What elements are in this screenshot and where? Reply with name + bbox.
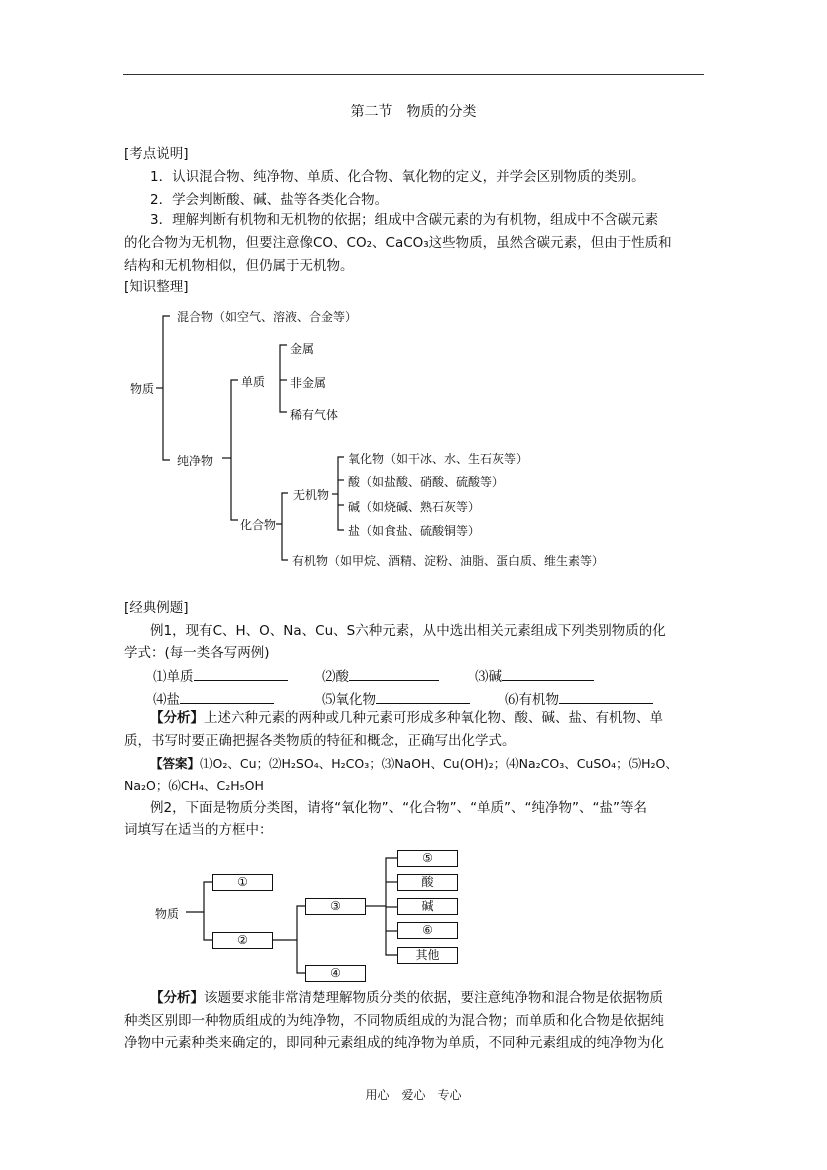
diagram-root: 物质 [155,907,180,921]
answer-line1: 【答案】⑴O₂、Cu；⑵H₂SO₄、H₂CO₃；⑶NaOH、Cu(OH)₂；⑷Na₂CO₃、CuSO₄；⑸H₂O、 [150,756,678,771]
blank-acid: ⑵酸 [322,665,439,685]
diagram-box-2: ② [212,932,273,949]
diagram-box-other: 其他 [397,947,458,964]
analysis1-line1: 【分析】上述六种元素的两种或几种元素可形成多种氧化物、酸、碱、盐、有机物、单 [150,710,663,726]
answer-line2: Na₂O；⑹CH₄、C₂H₅OH [124,778,264,793]
tree-salt: 盐（如食盐、硫酸铜等） [348,524,481,538]
example1-line2: 学式：(每一类各写两例) [124,645,270,661]
section-heading-jingdian: [经典例题] [124,600,189,616]
analysis2-line2: 种类区别即一种物质组成的为纯净物，不同物质组成的为混合物；而单质和化合物是依据纯 [124,1013,664,1029]
diagram-box-base: 碱 [397,898,458,915]
tree-inorganic: 无机物 [293,488,330,502]
tree-root: 物质 [130,382,155,396]
tree-metal: 金属 [290,342,315,356]
diagram-box-4: ④ [305,965,366,982]
blank-element: ⑴单质 [153,665,288,685]
section-heading-kaodian: [考点说明] [124,146,189,162]
tree-oxide: 氧化物（如干冰、水、生石灰等） [348,452,529,466]
kaodian-item-2: 2．学会判断酸、碱、盐等各类化合物。 [150,192,389,208]
analysis1-line2: 质，书写时要正确把握各类物质的特征和概念，正确写出化学式。 [124,733,516,749]
blank-oxide: ⑸氧化物 [322,688,470,708]
diagram-box-6: ⑥ [397,922,458,939]
page-footer: 用心 爱心 专心 [365,1088,462,1102]
tree-nonmetal: 非金属 [290,376,327,390]
diagram-box-1: ① [212,874,273,891]
example2-line1: 例2，下面是物质分类图，请将“氧化物”、“化合物”、“单质”、“纯净物”、“盐”等名 [150,800,648,816]
tree-noble-gas: 稀有气体 [290,408,339,422]
blank-organic: ⑹有机物 [505,688,653,708]
example1-line1: 例1，现有C、H、O、Na、Cu、S六种元素，从中选出相关元素组成下列类别物质的化 [150,623,666,639]
kaodian-item-3-line3: 结构和无机物相似，但仍属于无机物。 [124,258,354,274]
diagram-box-acid: 酸 [397,874,458,891]
tree-compound: 化合物 [240,518,277,532]
tree-pure: 纯净物 [177,454,214,468]
analysis2-line3: 净物中元素种类来确定的，即同种元素组成的纯净物为单质，不同种元素组成的纯净物为化 [124,1035,664,1051]
example2-line2: 词填写在适当的方框中： [124,822,273,838]
tree-element: 单质 [241,375,266,389]
kaodian-item-1: 1．认识混合物、纯净物、单质、化合物、氧化物的定义，并学会区别物质的类别。 [150,169,645,185]
diagram-box-3: ③ [305,898,366,915]
tree-mixture: 混合物（如空气、溶液、合金等） [177,310,358,324]
blank-base: ⑶碱 [475,665,594,685]
kaodian-item-3-line1: 3．理解判断有机物和无机物的依据；组成中含碳元素的为有机物，组成中不含碳元素 [150,212,659,228]
diagram-box-5: ⑤ [397,850,458,867]
blank-salt: ⑷盐 [153,688,274,708]
tree-organic: 有机物（如甲烷、酒精、淀粉、油脂、蛋白质、维生素等） [292,554,605,568]
tree-acid: 酸（如盐酸、硝酸、硫酸等） [348,475,505,489]
page-title: 第二节 物质的分类 [350,104,477,120]
tree-base: 碱（如烧碱、熟石灰等） [348,500,481,514]
section-heading-zhishi: [知识整理] [124,279,189,295]
kaodian-item-3-line2: 的化合物为无机物，但要注意像CO、CO₂、CaCO₃这些物质，虽然含碳元素，但由于性质和 [124,235,672,251]
analysis2-line1: 【分析】该题要求能非常清楚理解物质分类的依据，要注意纯净物和混合物是依据物质 [150,990,663,1006]
